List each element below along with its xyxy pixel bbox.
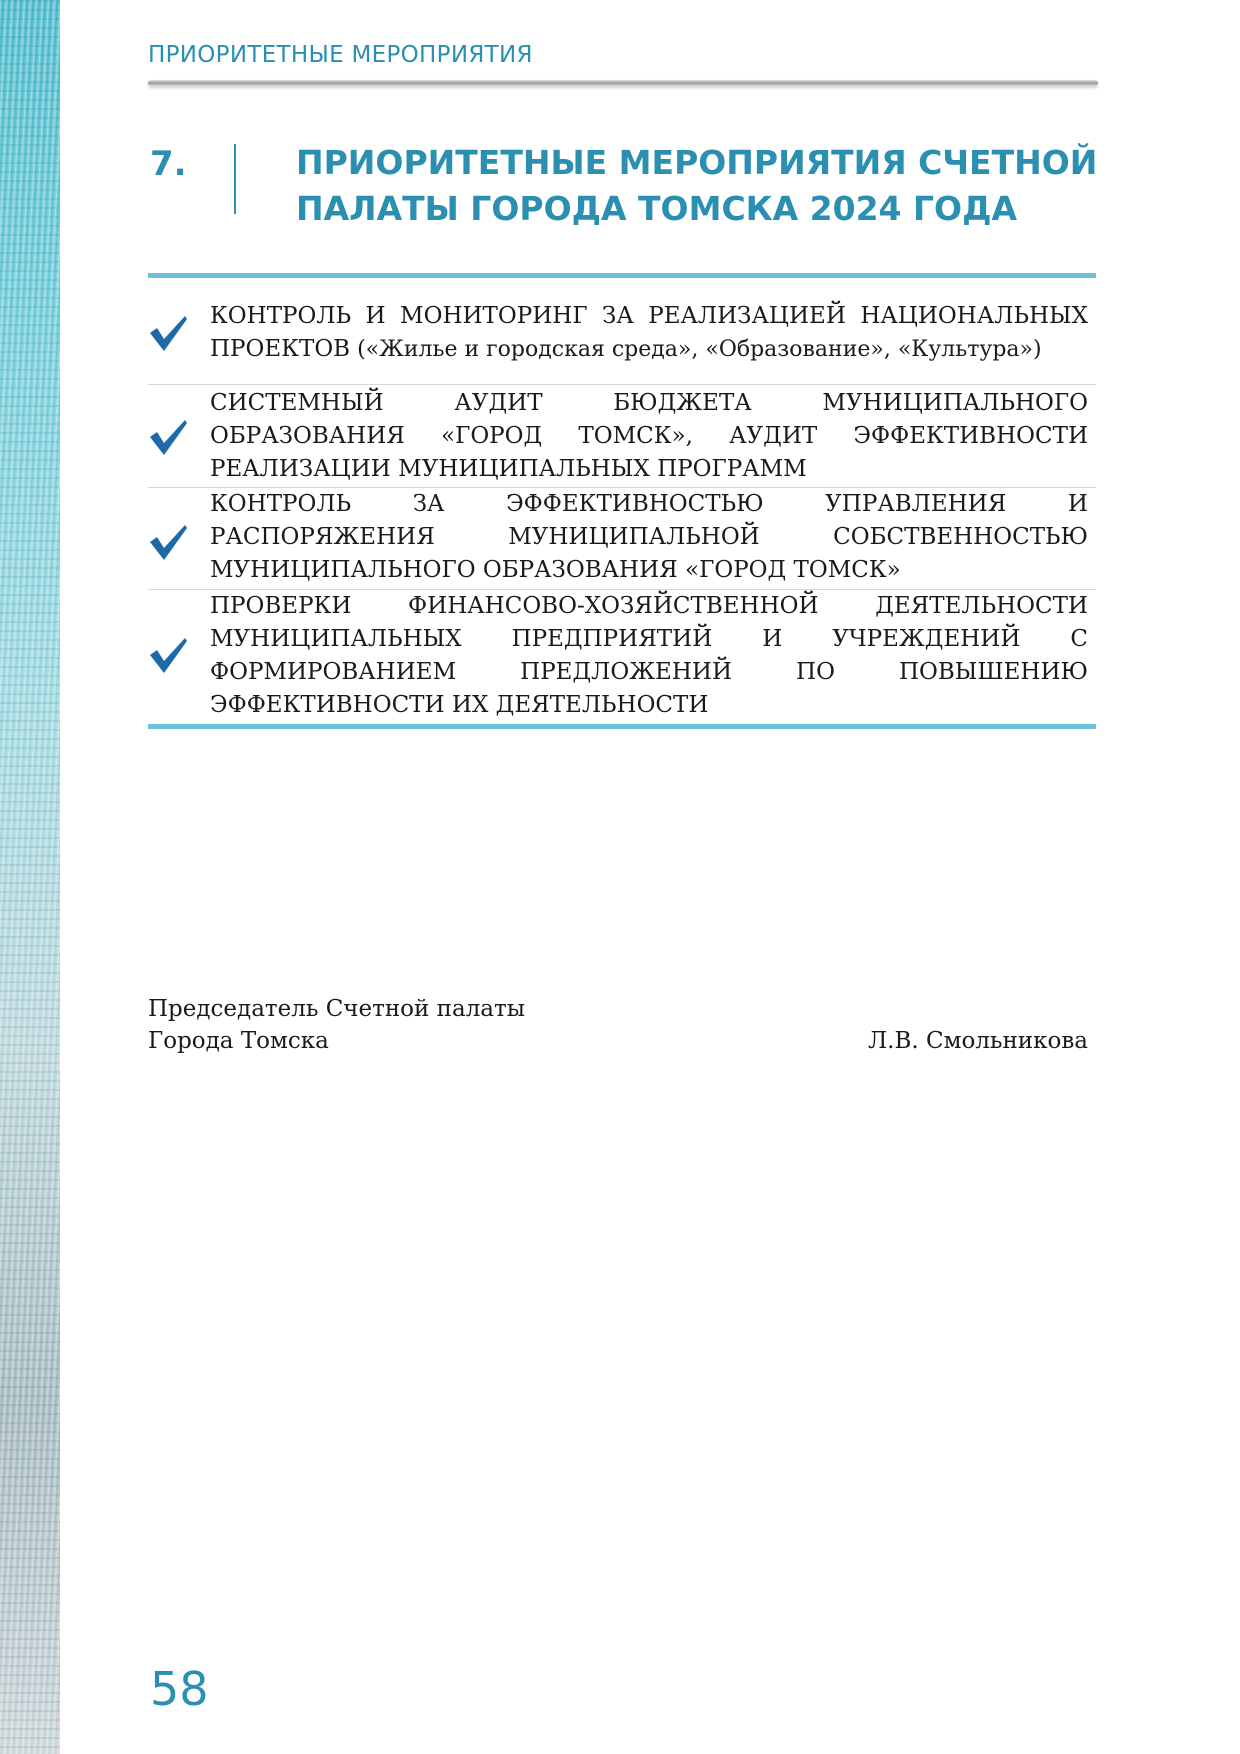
signature-role-line: Председатель Счетной палаты: [148, 996, 526, 1022]
list-item-caps: КОНТРОЛЬ И МОНИТОРИНГ ЗА РЕАЛИЗАЦИЕЙ НАЦИОНАЛЬНЫХ ПРОЕКТОВ: [210, 303, 1088, 362]
page-number: 58: [150, 1662, 209, 1716]
checkmark-icon: [148, 522, 188, 562]
section-number: 7.: [150, 144, 187, 184]
running-header: ПРИОРИТЕТНЫЕ МЕРОПРИЯТИЯ: [148, 42, 533, 68]
list-item-text: СИСТЕМНЫЙ АУДИТ БЮДЖЕТА МУНИЦИПАЛЬНОГО ОБРАЗОВАНИЯ «ГОРОД ТОМСК», АУДИТ ЭФФЕКТИВНОСТИ РЕАЛИЗАЦИИ МУНИЦИПАЛЬНЫХ ПРОГРАММ: [210, 390, 1088, 482]
checkmark-icon: [148, 417, 188, 457]
checkmark-icon: [148, 635, 188, 675]
list-item-text: ПРОВЕРКИ ФИНАНСОВО-ХОЗЯЙСТВЕННОЙ ДЕЯТЕЛЬНОСТИ МУНИЦИПАЛЬНЫХ ПРЕДПРИЯТИЙ И УЧРЕЖДЕНИЙ С ФОРМИРОВАНИЕМ ПРЕДЛОЖЕНИЙ ПО ПОВЫШЕНИЮ ЭФФЕКТИВНОСТИ ИХ ДЕЯТЕЛЬНОСТИ: [210, 593, 1088, 718]
list-item: [148, 589, 1096, 724]
list-item: [148, 384, 1096, 487]
signature-name: Л.В. Смольникова: [867, 1028, 1088, 1054]
section-divider: [234, 144, 236, 214]
list-item: [148, 278, 1096, 384]
signature-role-line: Города Томска: [148, 1028, 329, 1054]
list-item: [148, 487, 1096, 589]
priority-list: [148, 273, 1096, 729]
decorative-side-band: [0, 0, 60, 1754]
checkmark-icon: [148, 313, 188, 353]
signature-role: [148, 993, 525, 1057]
list-item-text: КОНТРОЛЬ ЗА ЭФФЕКТИВНОСТЬЮ УПРАВЛЕНИЯ И РАСПОРЯЖЕНИЯ МУНИЦИПАЛЬНОЙ СОБСТВЕННОСТЬЮ МУНИЦИПАЛЬНОГО ОБРАЗОВАНИЯ «ГОРОД ТОМСК»: [210, 491, 1088, 583]
list-item-text: [210, 278, 1088, 366]
list-item-projects: («Жилье и городская среда», «Образование», «Культура»): [350, 337, 1042, 362]
header-rule: [148, 80, 1098, 86]
section-title: ПРИОРИТЕТНЫЕ МЕРОПРИЯТИЯ СЧЕТНОЙ ПАЛАТЫ ГОРОДА ТОМСКА 2024 ГОДА: [296, 143, 1098, 228]
